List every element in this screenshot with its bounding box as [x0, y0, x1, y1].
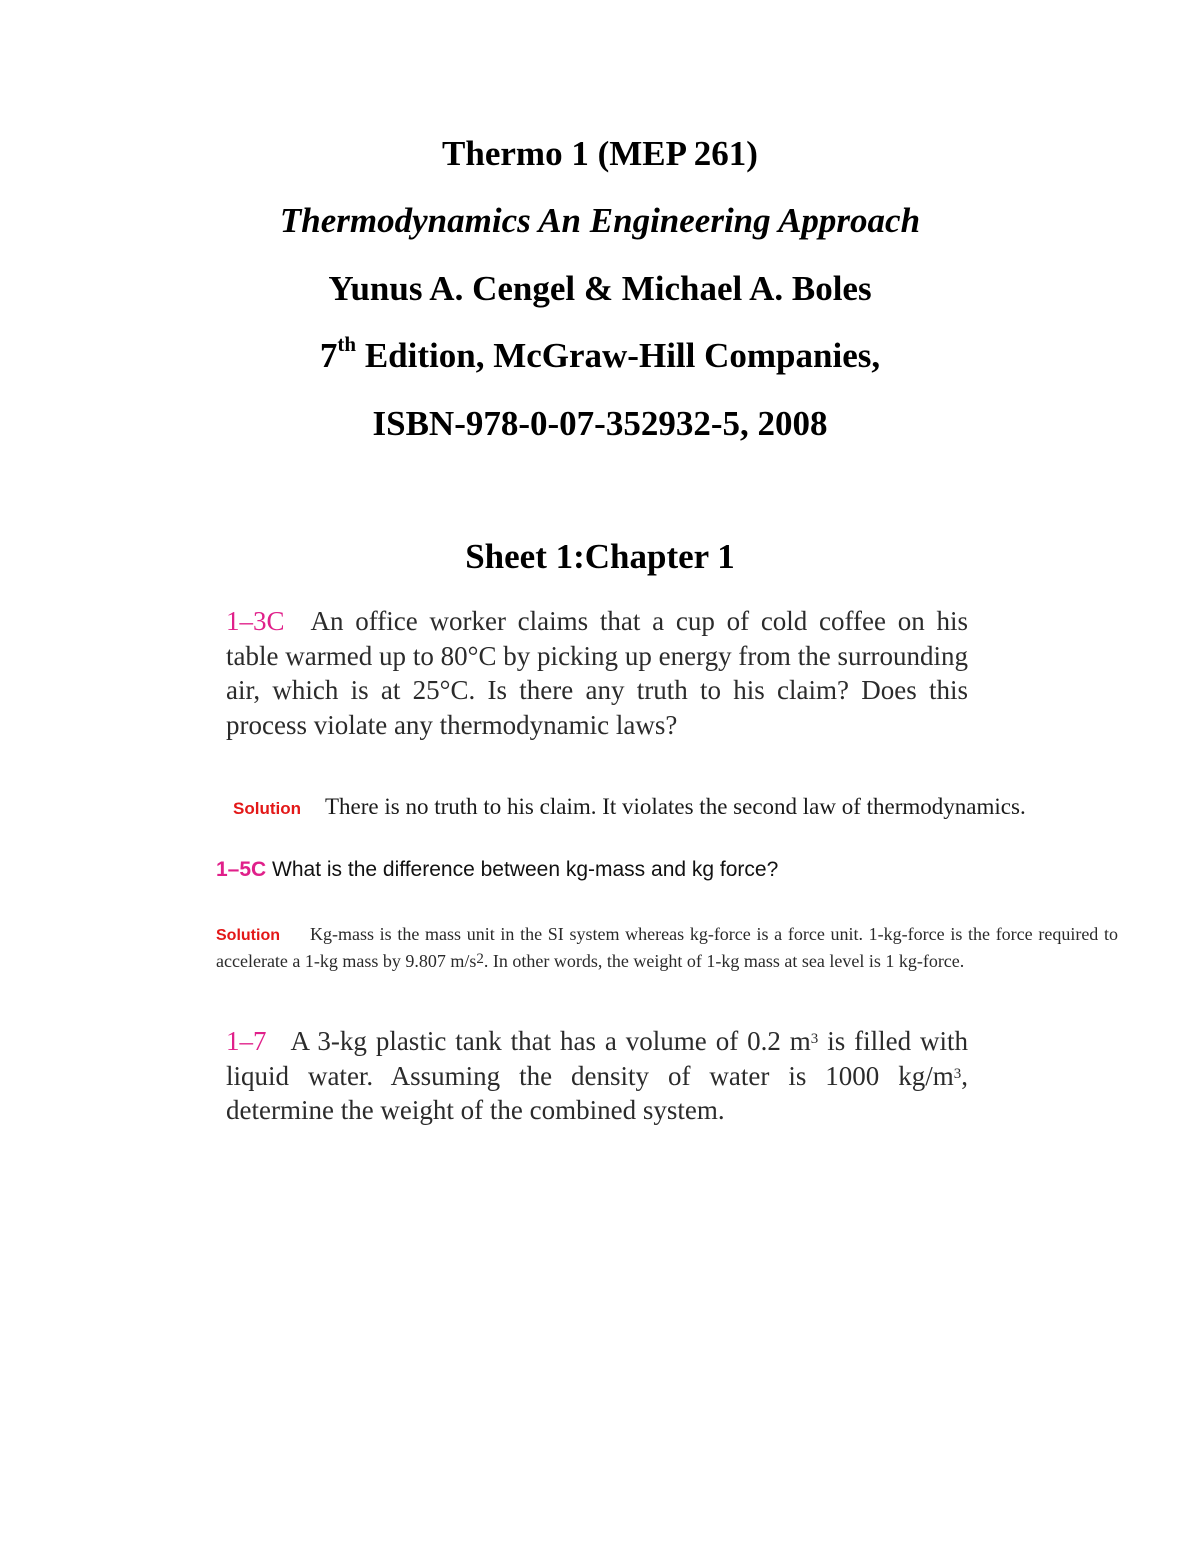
book-isbn: ISBN-978-0-07-352932-5, 2008 — [372, 404, 828, 443]
problem-text-part3: , determine the weight of the combined system. — [226, 1060, 968, 1125]
problem-number: 1–7 — [226, 1026, 267, 1056]
problem-number: 1–5C — [216, 858, 267, 881]
problem-text: An office worker claims that a cup of cold coffee on his table warmed up to 80°C by picking up energy from the surrounding air, which is at 25°C. Is there any truth to his claim? Does this process violate any thermodynamic laws? — [226, 606, 968, 740]
edition-number: 7 — [319, 336, 338, 375]
solution-text-part1: Kg-mass is the mass unit in the SI system whereas kg-force is a force unit. 1-kg-force is the force required to accelerate a 1-kg mass by 9.807 m/s — [216, 924, 1118, 971]
edition-publisher: Edition, McGraw-Hill Companies, — [356, 336, 881, 375]
course-title: Thermo 1 (MEP 261) — [442, 134, 758, 173]
problem-text: What is the difference between kg-mass and kg force? — [272, 858, 779, 881]
solution-label: Solution — [216, 927, 280, 944]
problem-number: 1–3C — [226, 606, 285, 636]
solution-text-part2: . In other words, the weight of 1-kg mass at sea level is 1 kg-force. — [483, 950, 965, 971]
solution-label: Solution — [233, 799, 301, 818]
sheet-title: Sheet 1:Chapter 1 — [465, 537, 735, 576]
problem-1-5c — [216, 858, 1196, 882]
solution-1-5c — [216, 922, 1118, 973]
book-authors: Yunus A. Cengel & Michael A. Boles — [328, 269, 872, 308]
problem-text-part2: is filled with liquid water. Assuming the density of water is 1000 kg/m — [226, 1026, 969, 1091]
solution-text: There is no truth to his claim. It violates the second law of thermodynamics. — [325, 794, 1026, 819]
solution-1-3c — [233, 794, 1193, 820]
problem-1-7 — [226, 1024, 968, 1128]
problem-superscript-1: 3 — [810, 1031, 819, 1047]
problem-superscript-2: 3 — [953, 1065, 962, 1082]
solution-superscript: 2 — [476, 950, 484, 967]
edition-suffix: th — [337, 332, 357, 356]
problem-1-3c — [226, 604, 968, 742]
book-edition — [0, 332, 1200, 376]
book-title: Thermodynamics An Engineering Approach — [279, 201, 921, 240]
problem-text-part1: A 3-kg plastic tank that has a volume of 0.2 m — [290, 1026, 811, 1056]
